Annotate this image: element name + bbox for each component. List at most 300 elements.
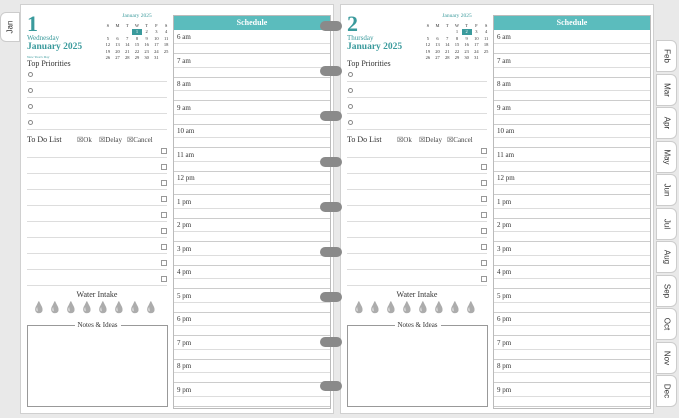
half-hour-line[interactable] — [494, 325, 650, 326]
priority-line[interactable] — [347, 81, 487, 82]
todo-line[interactable] — [27, 173, 167, 174]
water-drop-icon[interactable]: 💧 — [64, 302, 78, 314]
todo-line[interactable] — [347, 173, 487, 174]
hour-line[interactable] — [174, 100, 330, 101]
todo-line[interactable] — [27, 157, 167, 158]
hour-label: 1 pm — [177, 197, 192, 206]
calendar-day[interactable]: 1 — [132, 29, 142, 36]
todo-checkbox[interactable] — [161, 276, 167, 282]
hour-line[interactable] — [494, 288, 650, 289]
calendar-day[interactable]: 26 — [105, 55, 111, 61]
half-hour-line[interactable] — [494, 231, 650, 232]
todo-line[interactable] — [27, 253, 167, 254]
hour-label: 6 am — [177, 33, 191, 41]
todo-line[interactable] — [347, 189, 487, 190]
half-hour-line[interactable] — [494, 396, 650, 397]
hour-line[interactable] — [174, 288, 330, 289]
hour-label: 9 pm — [497, 385, 512, 394]
half-hour-line[interactable] — [174, 208, 330, 209]
legend-cancel — [447, 136, 473, 144]
calendar-day[interactable]: 24 — [154, 48, 159, 54]
priority-line[interactable] — [27, 129, 167, 130]
priority-bullet-icon[interactable] — [348, 104, 353, 109]
hour-label: 5 pm — [497, 291, 512, 300]
checkbox-icon: ☒ — [419, 136, 426, 144]
tab-label: Nov — [662, 350, 671, 365]
todo-line[interactable] — [347, 157, 487, 158]
priority-bullet-icon[interactable] — [28, 120, 33, 125]
tab-apr[interactable] — [656, 107, 677, 139]
calendar-day[interactable]: 19 — [425, 48, 431, 54]
hour-label: 9 pm — [177, 385, 192, 394]
calendar-day[interactable]: 2 — [462, 29, 472, 36]
hour-label: 6 am — [497, 33, 511, 41]
hour-line[interactable] — [174, 312, 330, 313]
hour-label: 8 pm — [177, 362, 192, 370]
calendar-day[interactable]: 16 — [144, 42, 149, 48]
tab-label: Dec — [662, 383, 671, 399]
todo-line[interactable] — [27, 285, 167, 286]
legend-label: Ok — [403, 136, 412, 144]
tab-label: Aug — [662, 249, 671, 265]
todo-line[interactable] — [27, 221, 167, 222]
half-hour-line[interactable] — [494, 278, 650, 279]
todo-line[interactable] — [347, 205, 487, 206]
calendar-day[interactable]: 19 — [105, 48, 111, 54]
water-drop-icon[interactable]: 💧 — [416, 302, 430, 314]
tab-label: Mar — [662, 82, 671, 97]
legend-label: Ok — [83, 136, 92, 144]
calendar-day[interactable]: 8 — [135, 35, 139, 41]
half-hour-line[interactable] — [494, 137, 650, 138]
priority-line[interactable] — [347, 97, 487, 98]
tab-jun[interactable] — [656, 174, 677, 206]
water-drop-icon[interactable]: 💧 — [352, 302, 366, 314]
todo-heading: To Do List — [27, 135, 62, 144]
water-drop-icon[interactable]: 💧 — [144, 302, 158, 314]
half-hour-line[interactable] — [174, 90, 330, 91]
water-drop-icon[interactable]: 💧 — [368, 302, 382, 314]
legend-label: Delay — [425, 136, 442, 144]
half-hour-line[interactable] — [174, 184, 330, 185]
hour-label: 12 pm — [497, 174, 515, 182]
calendar-day[interactable]: 15 — [134, 42, 140, 48]
water-drop-icon[interactable]: 💧 — [464, 302, 478, 314]
tab-mar[interactable] — [656, 74, 677, 106]
hour-line[interactable] — [174, 335, 330, 336]
todo-checkbox[interactable] — [161, 164, 167, 170]
notes-box[interactable] — [27, 321, 168, 407]
tab-nov[interactable] — [656, 342, 677, 374]
priority-bullet-icon[interactable] — [28, 72, 33, 77]
calendar-day[interactable]: 11 — [483, 35, 489, 41]
hour-line[interactable] — [174, 241, 330, 242]
calendar-day[interactable]: 18 — [163, 42, 169, 48]
hour-label: 8 am — [497, 80, 511, 88]
weekday-header: T — [465, 22, 469, 28]
mini-calendar-title: January 2025 — [442, 13, 472, 19]
hour-line[interactable] — [494, 147, 650, 148]
half-hour-line[interactable] — [174, 114, 330, 115]
half-hour-line[interactable] — [494, 90, 650, 91]
hour-label: 9 am — [497, 103, 511, 112]
half-hour-line[interactable] — [494, 372, 650, 373]
todo-checkbox[interactable] — [161, 148, 167, 154]
hour-line[interactable] — [174, 171, 330, 172]
schedule-column — [173, 15, 331, 409]
todo-checkbox[interactable] — [481, 164, 487, 170]
half-hour-line[interactable] — [174, 231, 330, 232]
legend-label: Cancel — [133, 136, 153, 144]
tab-jul[interactable] — [656, 208, 677, 240]
legend-label: Delay — [105, 136, 122, 144]
hour-line[interactable] — [494, 312, 650, 313]
todo-line[interactable] — [27, 269, 167, 270]
water-drop-icon[interactable]: 💧 — [448, 302, 462, 314]
priority-line[interactable] — [347, 113, 487, 114]
hour-line[interactable] — [174, 124, 330, 125]
calendar-day[interactable]: 9 — [465, 35, 468, 41]
calendar-day[interactable]: 20 — [115, 48, 120, 54]
legend-cancel — [127, 136, 153, 144]
notes-heading: Notes & Ideas — [74, 321, 120, 329]
calendar-day[interactable]: 25 — [163, 48, 169, 54]
calendar-day[interactable]: 22 — [454, 48, 460, 54]
tab-label: Apr — [662, 116, 671, 130]
calendar-day[interactable]: 5 — [426, 35, 429, 41]
binder-ring-icon — [320, 202, 342, 212]
hour-label: 7 am — [497, 56, 511, 65]
calendar-day[interactable]: 14 — [445, 42, 450, 48]
weekday-header: W — [134, 22, 140, 28]
day-number: 2 — [347, 11, 358, 36]
calendar-day[interactable]: 6 — [116, 35, 119, 41]
hour-label: 7 am — [177, 56, 191, 65]
hour-line[interactable] — [174, 265, 330, 266]
tab-feb[interactable] — [656, 40, 677, 72]
calendar-day[interactable]: 28 — [445, 55, 450, 61]
hour-line[interactable] — [174, 77, 330, 78]
calendar-day[interactable]: 17 — [474, 42, 479, 48]
hour-label: 6 pm — [177, 315, 192, 323]
hour-line[interactable] — [494, 359, 650, 360]
hour-label: 2 pm — [497, 221, 512, 229]
half-hour-line[interactable] — [174, 325, 330, 326]
half-hour-line[interactable] — [494, 161, 650, 162]
todo-line[interactable] — [27, 189, 167, 190]
hour-line[interactable] — [174, 406, 330, 407]
water-drop-icon[interactable]: 💧 — [32, 302, 46, 314]
todo-checkbox[interactable] — [161, 196, 167, 202]
todo-line[interactable] — [347, 221, 487, 222]
todo-heading: To Do List — [347, 135, 382, 144]
hour-label: 3 pm — [497, 244, 512, 253]
todo-checkbox[interactable] — [161, 260, 167, 266]
todo-checkbox[interactable] — [161, 180, 167, 186]
legend-delay — [419, 136, 442, 144]
hour-label: 7 pm — [497, 338, 512, 347]
weekday-header: S — [426, 22, 430, 28]
water-drop-icon[interactable]: 💧 — [384, 302, 398, 314]
legend-ok — [77, 136, 92, 144]
hour-line[interactable] — [494, 335, 650, 336]
checkbox-icon: ☒ — [99, 136, 106, 144]
binder-ring-icon — [320, 292, 342, 302]
weekday-header: S — [164, 22, 168, 28]
todo-line[interactable] — [347, 285, 487, 286]
half-hour-line[interactable] — [174, 278, 330, 279]
calendar-day[interactable]: 15 — [454, 42, 460, 48]
weekday-header: T — [125, 22, 129, 28]
hour-line[interactable] — [494, 100, 650, 101]
calendar-day[interactable]: 14 — [125, 42, 130, 48]
calendar-day[interactable]: 18 — [483, 42, 489, 48]
calendar-day[interactable]: 21 — [125, 48, 130, 54]
checkbox-icon: ☒ — [127, 136, 134, 144]
todo-line[interactable] — [347, 253, 487, 254]
priority-bullet-icon[interactable] — [28, 104, 33, 109]
tab-aug[interactable] — [656, 241, 677, 273]
calendar-day[interactable]: 21 — [445, 48, 450, 54]
water-drop-icon[interactable]: 💧 — [48, 302, 62, 314]
schedule-header: Schedule — [494, 16, 650, 30]
holiday: New Year's Day — [27, 55, 50, 59]
hour-line[interactable] — [174, 147, 330, 148]
priority-line[interactable] — [27, 97, 167, 98]
calendar-day[interactable]: 17 — [154, 42, 159, 48]
hour-line[interactable] — [494, 406, 650, 407]
half-hour-line[interactable] — [174, 349, 330, 350]
tab-label: Jul — [662, 218, 671, 229]
todo-checkbox[interactable] — [481, 276, 487, 282]
calendar-day[interactable]: 26 — [425, 55, 431, 61]
calendar-day[interactable]: 27 — [115, 55, 120, 61]
calendar-day[interactable]: 30 — [464, 55, 469, 61]
todo-checkbox[interactable] — [481, 148, 487, 154]
calendar-day[interactable]: 27 — [435, 55, 440, 61]
schedule-header: Schedule — [174, 16, 330, 30]
calendar-day[interactable]: 16 — [464, 42, 469, 48]
water-drop-icon[interactable]: 💧 — [400, 302, 414, 314]
half-hour-line[interactable] — [494, 255, 650, 256]
calendar-day[interactable]: 20 — [435, 48, 440, 54]
hour-label: 9 am — [177, 103, 191, 112]
calendar-day[interactable]: 6 — [436, 35, 439, 41]
todo-line[interactable] — [27, 205, 167, 206]
half-hour-line[interactable] — [174, 396, 330, 397]
calendar-day[interactable]: 22 — [134, 48, 140, 54]
calendar-day[interactable]: 3 — [475, 29, 478, 35]
tab-label: May — [662, 148, 671, 165]
hour-line[interactable] — [494, 124, 650, 125]
hour-line[interactable] — [174, 53, 330, 54]
hour-line[interactable] — [494, 241, 650, 242]
calendar-day[interactable]: 23 — [144, 48, 149, 54]
hour-label: 6 pm — [497, 315, 512, 323]
weekday-header: S — [106, 22, 110, 28]
hour-label: 5 pm — [177, 291, 192, 300]
hour-line[interactable] — [494, 218, 650, 219]
water-drop-icon[interactable]: 💧 — [432, 302, 446, 314]
priority-bullet-icon[interactable] — [28, 88, 33, 93]
calendar-day[interactable]: 10 — [474, 35, 479, 41]
binder-ring-icon — [320, 381, 342, 391]
calendar-day[interactable]: 7 — [126, 35, 129, 41]
checkbox-icon: ☒ — [447, 136, 454, 144]
calendar-day[interactable]: 12 — [105, 42, 111, 48]
calendar-day[interactable]: 25 — [483, 48, 489, 54]
calendar-day[interactable]: 31 — [154, 55, 159, 61]
water-intake-heading: Water Intake — [76, 290, 118, 299]
weekday-header: T — [445, 22, 449, 28]
hour-label: 1 pm — [497, 197, 512, 206]
half-hour-line[interactable] — [494, 114, 650, 115]
planner-page-2 — [340, 4, 654, 414]
hour-line[interactable] — [494, 77, 650, 78]
calendar-day[interactable]: 29 — [454, 55, 460, 61]
calendar-day[interactable]: 5 — [106, 35, 109, 41]
checkbox-icon: ☒ — [397, 136, 404, 144]
weekday: Thursday — [347, 34, 374, 42]
mini-calendar-title: January 2025 — [122, 13, 152, 19]
half-hour-line[interactable] — [174, 43, 330, 44]
calendar-day[interactable]: 4 — [164, 29, 168, 35]
calendar-day[interactable]: 24 — [474, 48, 479, 54]
half-hour-line[interactable] — [174, 67, 330, 68]
half-hour-line[interactable] — [494, 208, 650, 209]
hour-label: 2 pm — [177, 221, 192, 229]
hour-line[interactable] — [174, 194, 330, 195]
hour-label: 10 am — [497, 127, 515, 135]
priority-line[interactable] — [27, 81, 167, 82]
tab-oct[interactable] — [656, 308, 677, 340]
half-hour-line[interactable] — [174, 137, 330, 138]
calendar-day[interactable]: 8 — [455, 35, 459, 41]
calendar-day[interactable]: 29 — [134, 55, 140, 61]
binder-ring-icon — [320, 247, 342, 257]
half-hour-line[interactable] — [494, 184, 650, 185]
tab-sep[interactable] — [656, 275, 677, 307]
hour-line[interactable] — [494, 171, 650, 172]
tab-jan[interactable] — [0, 12, 20, 42]
hour-line[interactable] — [174, 382, 330, 383]
calendar-day[interactable]: 13 — [435, 42, 440, 48]
top-priorities-heading: Top Priorities — [347, 59, 391, 68]
binder-ring-icon — [320, 157, 342, 167]
half-hour-line[interactable] — [174, 302, 330, 303]
calendar-day[interactable]: 3 — [155, 29, 158, 35]
calendar-day[interactable]: 12 — [425, 42, 431, 48]
calendar-day[interactable]: 2 — [145, 29, 148, 35]
priority-bullet-icon[interactable] — [348, 120, 353, 125]
top-priorities-heading: Top Priorities — [27, 59, 71, 68]
mini-calendar — [423, 13, 491, 61]
legend-delay — [99, 136, 122, 144]
weekday-header: M — [435, 22, 440, 28]
half-hour-line[interactable] — [174, 372, 330, 373]
tab-dec[interactable] — [656, 375, 677, 407]
calendar-day[interactable]: 9 — [145, 35, 148, 41]
calendar-day[interactable]: 11 — [163, 35, 169, 41]
weekday: Wednesday — [27, 34, 60, 42]
hour-line[interactable] — [174, 218, 330, 219]
month-year: January 2025 — [347, 42, 403, 52]
weekday-header: F — [155, 22, 158, 28]
todo-checkbox[interactable] — [481, 228, 487, 234]
calendar-day[interactable]: 7 — [446, 35, 449, 41]
water-drop-icon[interactable]: 💧 — [96, 302, 110, 314]
half-hour-line[interactable] — [494, 67, 650, 68]
calendar-day[interactable]: 1 — [455, 29, 459, 35]
priority-bullet-icon[interactable] — [348, 72, 353, 77]
calendar-day[interactable]: 28 — [125, 55, 130, 61]
half-hour-line[interactable] — [494, 349, 650, 350]
todo-checkbox[interactable] — [481, 180, 487, 186]
hour-label: 8 pm — [497, 362, 512, 370]
tab-label: Jan — [5, 20, 15, 34]
half-hour-line[interactable] — [494, 302, 650, 303]
todo-checkbox[interactable] — [481, 244, 487, 250]
priority-line[interactable] — [27, 113, 167, 114]
half-hour-line[interactable] — [174, 255, 330, 256]
todo-checkbox[interactable] — [161, 212, 167, 218]
todo-line[interactable] — [347, 269, 487, 270]
todo-checkbox[interactable] — [481, 196, 487, 202]
half-hour-line[interactable] — [174, 161, 330, 162]
hour-line[interactable] — [174, 359, 330, 360]
planner-page-1 — [20, 4, 334, 414]
calendar-day[interactable]: 10 — [154, 35, 159, 41]
todo-line[interactable] — [27, 237, 167, 238]
hour-line[interactable] — [494, 194, 650, 195]
hour-label: 8 am — [177, 80, 191, 88]
tab-label: Oct — [662, 317, 671, 331]
priority-line[interactable] — [347, 129, 487, 130]
legend-label: Cancel — [453, 136, 473, 144]
hour-label: 11 am — [497, 150, 515, 159]
hour-label: 4 pm — [497, 268, 512, 276]
todo-checkbox[interactable] — [161, 244, 167, 250]
todo-line[interactable] — [347, 237, 487, 238]
water-drop-icon[interactable]: 💧 — [112, 302, 126, 314]
mini-calendar — [103, 13, 171, 61]
priority-bullet-icon[interactable] — [348, 88, 353, 93]
half-hour-line[interactable] — [494, 43, 650, 44]
hour-line[interactable] — [494, 53, 650, 54]
hour-line[interactable] — [494, 265, 650, 266]
legend-ok — [397, 136, 412, 144]
water-drop-icon[interactable]: 💧 — [80, 302, 94, 314]
calendar-day[interactable]: 31 — [474, 55, 479, 61]
todo-checkbox[interactable] — [481, 212, 487, 218]
todo-checkbox[interactable] — [481, 260, 487, 266]
binder-ring-icon — [320, 337, 342, 347]
day-number: 1 — [27, 11, 38, 36]
calendar-day[interactable]: 4 — [484, 29, 488, 35]
tab-label: Feb — [662, 49, 671, 63]
calendar-day[interactable]: 23 — [464, 48, 469, 54]
water-intake-heading: Water Intake — [396, 290, 438, 299]
weekday-header: T — [145, 22, 149, 28]
hour-line[interactable] — [494, 382, 650, 383]
todo-checkbox[interactable] — [161, 228, 167, 234]
hour-label: 3 pm — [177, 244, 192, 253]
tab-may[interactable] — [656, 141, 677, 173]
calendar-day[interactable]: 13 — [115, 42, 120, 48]
calendar-day[interactable]: 30 — [144, 55, 149, 61]
notes-box[interactable] — [347, 321, 488, 407]
water-drop-icon[interactable]: 💧 — [128, 302, 142, 314]
